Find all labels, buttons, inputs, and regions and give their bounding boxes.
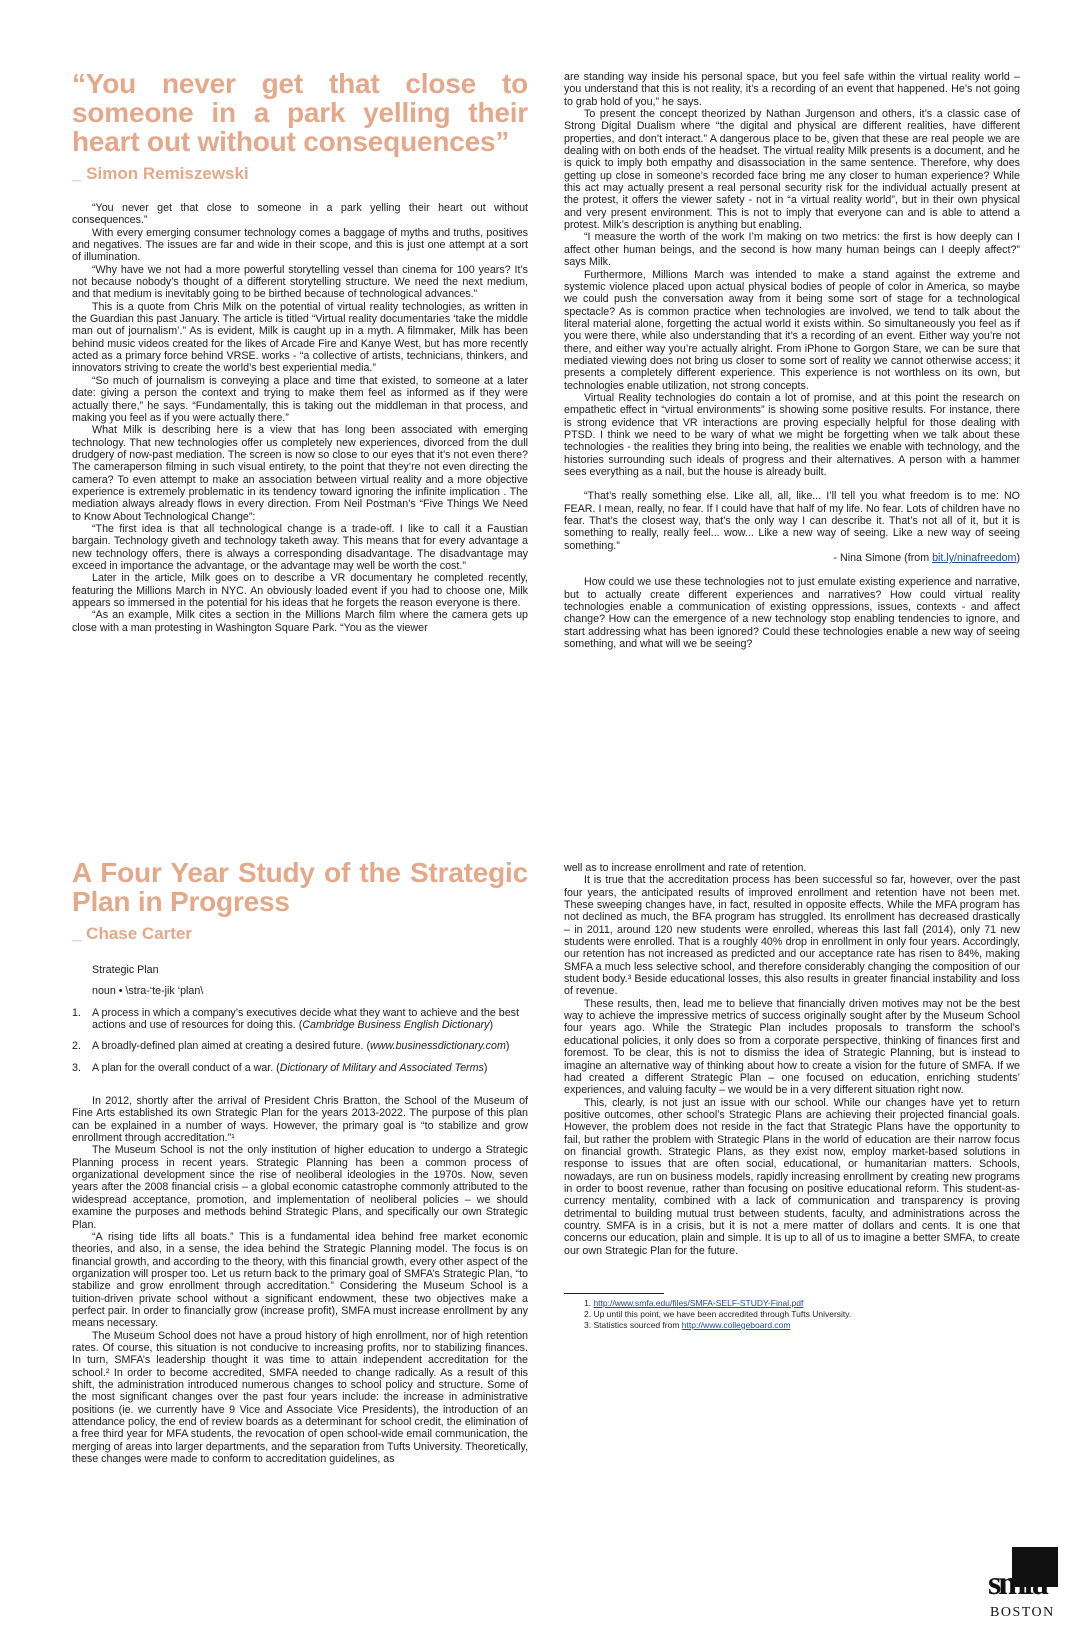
pronunciation: noun • \stra-‘te-jik ‘plan\	[92, 985, 204, 998]
definition-source: Cambridge Business English Dictionary	[302, 1019, 490, 1032]
definition-item	[72, 1040, 528, 1052]
article1-right-column	[564, 71, 1020, 650]
definition-text: A process in which a company’s executives decide what they want to achieve and the best actions and use of resources for doing this. (	[92, 1006, 519, 1032]
logo-wordmark: smfa	[988, 1565, 1046, 1602]
definition-source: Dictionary of Military and Associated Terms	[279, 1061, 484, 1074]
paragraph: well as to increase enrollment and rate of retention.	[564, 862, 807, 874]
paragraph: Virtual Reality technologies do contain a lot of promise, and at this point the research on empathetic effect in “virtual environments” is showing some positive results. For instance, there is strong evidence that VR interactions are proving especially helpful for those dealing with PTSD. I think we need to be wary of what we might be forgetting when we talk about these technologies - the realities they bring into being, the realities we enable with technology, and the histories surrounding such ideals of progress and their alternatives. A person with a hammer sees everything as a nail, but the house is already built.	[564, 391, 1020, 478]
paragraph: In 2012, shortly after the arrival of President Chris Bratton, the School of the Museum of Fine Arts established its own Strategic Plan for the years 2013-2022. The purpose of this plan can be explained in a number of ways. However, the primary goal is “to stabilize and grow enrollment through accreditation.”¹	[72, 1095, 528, 1145]
paragraph: “As an example, Milk cites a section in the Millions March film where the camera gets up close with a man protesting in Washington Square Park. “You as the viewer	[72, 609, 528, 634]
definition-text: A broadly-defined plan aimed at creating a desired future. (	[92, 1040, 371, 1053]
smfa-logo	[988, 1547, 1058, 1619]
definition-source: www.businessdictionary.com	[370, 1040, 506, 1053]
footnote-link[interactable]: http://www.smfa.edu/files/SMFA-SELF-STUDY-Final.pdf	[593, 1298, 804, 1308]
paragraph: “So much of journalism is conveying a place and time that existed, to someone at a later date: giving a person the context and trying to make them feel as informed as if they were actually there,” he says. “Fundamentally, this is taking out the middleman in that process, and making you feel as if you were actually there.”	[72, 374, 528, 424]
logo-city: BOSTON	[990, 1605, 1055, 1620]
definition-term: Strategic Plan	[92, 964, 159, 976]
simone-link[interactable]: bit.ly/ninafreedom	[932, 552, 1017, 565]
paragraph: This is a quote from Chris Milk on the potential of virtual reality technologies, as written in the Guardian this past January. The article is titled “Virtual reality documentaries ‘take the middle man out of journalism’.” As is evident, Milk is caught up in a myth. A filmmaker, Milk has been behind music videos created for the likes of Arcade Fire and Kanye West, but has more recently acted as a primary force behind VRSE. works - “a collective of artists, technicians, thinkers, and innovators striving to create the world’s best experiential media.”	[72, 300, 528, 375]
paragraph: “I measure the worth of the work I’m making on two metrics: the first is how deeply can I affect other human beings, and the second is how many human beings can I deeply affect?” says Milk.	[564, 231, 1020, 269]
footnote-number: 3.	[584, 1320, 594, 1330]
footnote	[564, 1298, 1020, 1309]
closing-paragraph: How could we use these technologies not to just emulate existing experience and narrative, but to actually create different experiences and narratives? How could virtual reality technologies enable a communication of existing oppressions, issues, contexts - and affect change? How can the emergence of a new technology stop enabling tendencies to ignore, and start addressing what has been ignored? Could these technologies enable a new way of seeing something, and what will we be seeing?	[564, 576, 1020, 651]
article1-left-column	[72, 69, 528, 634]
footnote-text: Statistics sourced from	[593, 1320, 682, 1330]
definition-number: 1.	[72, 1006, 81, 1019]
paragraph: With every emerging consumer technology comes a baggage of myths and truths, positives and negatives. The issues are far and wide in their scope, and this is just one attempt at a sort of illumination.	[72, 226, 528, 264]
article2-author: _ Chase Carter	[72, 924, 193, 943]
definition-item	[72, 1007, 528, 1032]
footnote	[564, 1320, 1020, 1331]
article2-title: A Four Year Study of the Strategic Plan in Progress	[72, 857, 528, 917]
paragraph: Later in the article, Milk goes on to describe a VR documentary he completed recently, featuring the Millions March in NYC. An obviously loaded event if you had to choose one, Milk appears so immersed in the potential for his ideas that he forgets the reason everyone is there.	[72, 572, 528, 609]
attribution-prefix: - Nina Simone (from	[833, 552, 933, 565]
definition-number: 3.	[72, 1061, 81, 1074]
footnote	[564, 1309, 1020, 1320]
footnote-link[interactable]: http://www.collegeboard.com	[681, 1320, 791, 1330]
footnote-text: Up until this point, we have been accredited through Tufts University.	[593, 1309, 852, 1319]
article1-author: _ Simon Remiszewski	[72, 164, 249, 183]
paragraph: Furthermore, Millions March was intended to make a stand against the extreme and systemic violence placed upon actual physical bodies of people of color in America, so maybe we could push the conversation away from it being some sort of stage for a technological spectacle? As is common practice when technologies are involved, we tend to talk about the literal material alone, forgetting the actual world it exists within. So simultaneously you feel as if you were there, while also understanding that it’s a recording of an event. Either way you’re not there, and either way you’re actually alright. From iPhone to Gorgon Stare, we can be sure that mediated viewing does not bring us closer to some sort of reality we cannot otherwise access; it presents a completely different experience. This experience is not worthless on its own, but technologies enable utilization, not strong concepts.	[564, 268, 1020, 392]
attribution-suffix: )	[1016, 552, 1020, 565]
footnote-number: 1.	[584, 1298, 594, 1308]
definition-end: )	[483, 1061, 488, 1074]
article2-left-column	[72, 858, 528, 1465]
definition-end: )	[489, 1019, 493, 1032]
simone-quote: “That’s really something else. Like all, all, like... I’ll tell you what freedom is to me: NO FEAR. I mean, really, no fear. If I could have that half of my life. No fear. Lots of children have no fear. That’s the closest way, that’s the only way I can describe it. That’s not all of it, but it is something to really, really feel... wow... Like a new way of seeing. Like a new way of seeing something.”	[564, 490, 1020, 552]
footnote-divider	[564, 1293, 664, 1294]
article1-title: “You never get that close to someone in a park yelling their heart out without consequences”	[72, 68, 528, 157]
definition-number: 2.	[72, 1040, 81, 1053]
paragraph: It is true that the accreditation process has been successful so far, however, over the past four years, the anticipated results of improved enrollment and retention have not been met. These sweeping changes have, in fact, resulted in opposite effects. While the MFA program has not declined as much, the BFA program has struggled. Its enrollment has decreased drastically – in 2011, around 120 new students were enrolled, whereas this last fall (2014), only 71 new students were enrolled. That is a roughly 40% drop in enrollment in only four years. Accordingly, our retention has not increased as predicted and our acceptance rate has risen to 84%, making SMFA a much less selective school, and therefore considerably changing the composition of our student body.³ Beside educational losses, this also results in greater financial instability and loss of revenue.	[564, 874, 1020, 998]
paragraph: “Why have we not had a more powerful storytelling vessel than cinema for 100 years? It’s not because nobody’s thought of a different storytelling structure. We need the next medium, and that medium is inevitably going to be birthed because of technological advances.”	[72, 263, 528, 301]
simone-attribution	[564, 552, 1020, 564]
paragraph: This, clearly, is not just an issue with our school. While our changes have yet to return positive outcomes, other school’s Strategic Plans are achieving their projected financial goals. However, the problem does not reside in the fact that Strategic Plans have the opportunity to fail, but rather the problem with Strategic Plans in the world of education are their narrow focus on financial growth. Strategic Plans, as they exist now, employ market-based solutions in response to issues that are often social, educational, or humanitarian matters. Schools, nowadays, are run on business models, rapidly increasing enrollment by creating new programs in order to boost revenue, rather than focusing on positive educational reform. This student-as-currency mentality, combined with a lack of communication and transparency is proving detrimental to building mutual trust between students, faculty, and administrations across the country. SMFA is in a crisis, but it is not a mere matter of dollars and cents. It is one that concerns our education, plain and simple. It is up to all of us to imagine a better SMFA, to create our own Strategic Plan for the future.	[564, 1096, 1020, 1257]
definition-item	[72, 1062, 528, 1074]
article2-right-column	[564, 862, 1020, 1331]
paragraph: are standing way inside his personal space, but you feel safe within the virtual reality world – you understand that this is not reality, it’s a recording of an event that happened. He’s not going to grab hold of you,” he says.	[564, 71, 1020, 108]
definition-end: )	[505, 1040, 510, 1053]
paragraph: “You never get that close to someone in a park yelling their heart out without consequences.”	[72, 202, 528, 227]
paragraph: These results, then, lead me to believe that financially driven motives may not be the best way to achieve the impressive metrics of success originally sought after by the Museum School four years ago. While the Strategic Plan includes proposals to transform the school’s educational policies, it only does so from a corporate perspective, thinking of finances first and foremost. To be clear, this is not to dismiss the idea of Strategic Planning, but is instead to imagine an alternative way of thinking about how to create a vision for the future of SMFA. If we had created a different Strategic Plan – one focused on education, enriching students’ experiences, and valuing faculty – we would be in a very different situation right now.	[564, 997, 1020, 1097]
definition-text: A plan for the overall conduct of a war. (	[92, 1061, 280, 1074]
paragraph: To present the concept theorized by Nathan Jurgenson and others, it’s a classic case of Strong Digital Dualism where “the digital and physical are different realities, have different properties, and don’t interact.” A dangerous place to be, given that these are real people we are dealing with on both ends of the headset. The virtual reality Milk presents is a document, and he is quick to imply both empathy and disassociation in the same sentence. Therefore, why does getting up close in someone’s recorded face bring me any closer to human experience? While this act may actually present a real personal security risk for the individual actually present at the protest, it offers the viewer safety - not in “a virtual reality world”, but in their own physical and very present environment. This is not to imply that everyone can and is able to attend a protest. Milk’s description is anything but enabling.	[564, 108, 1020, 232]
paragraph: What Milk is describing here is a view that has long been associated with emerging technology. That new technologies offer us completely new experiences, divorced from the dull drudgery of now-past mediation. The screen is now so close to our eyes that it’s not even there? The cameraperson filming in such visual entirety, to the point that they’re not even directing the camera? To even attempt to make an association between virtual reality and a more objective experience is extremely problematic in its tendency toward ignoring the infinite implication . The mediation always already flows in every direction. From Neil Postman’s “Five Things We Need to Know About Technological Change”:	[72, 424, 528, 523]
paragraph: The Museum School does not have a proud history of high enrollment, nor of high retention rates. Of course, this situation is not conducive to increasing profits, nor to stabilizing finances. In turn, SMFA’s leadership thought it was time to attain independent accreditation for the school.² In order to become accredited, SMFA needed to change radically. As a result of this shift, the administration introduced numerous changes to school policy and structure. Some of the most significant changes over the past four years include: the increase in administrative positions (ie. we currently have 9 Vice and Associate Vice Presidents), the introduction of an attendance policy, the end of review boards as a determinant for school credit, the elimination of a free third year for MFA students, the revocation of open school-wide email communication, the merging of areas into larger departments, and the separation from Tufts University. Theoretically, these changes were made to conform to accreditation guidelines, as	[72, 1329, 528, 1466]
article1-left-body	[72, 202, 528, 634]
paragraph: “A rising tide lifts all boats.” This is a fundamental idea behind free market economic theories, and also, in a sense, the idea behind the Strategic Planning model. The focus is on financial growth, and according to the theory, with this financial growth, every other aspect of the organization will prosper too. Let us return back to the primary goal of SMFA’s Strategic Plan, “to stabilize and grow enrollment through accreditation.” Considering the Museum School is a tuition-driven private school without a significant endowment, these two objectives make a perfect pair. In order to financially grow (increase profit), SMFA must increase enrollment by any means necessary.	[72, 1230, 528, 1330]
paragraph: “The first idea is that all technological change is a trade-off. I like to call it a Faustian bargain. Technology giveth and technology taketh away. This means that for every advantage a new technology offers, there is always a corresponding disadvantage. The disadvantage may exceed in importance the advantage, or the advantage may well be worth the cost.”	[72, 522, 528, 572]
footnote-number: 2.	[584, 1309, 594, 1319]
paragraph: The Museum School is not the only institution of higher education to undergo a Strategic Planning process in recent years. Strategic Planning has been a common process of organizational development since the rise of neoliberal ideologies in the 1970s. Now, seven years after the 2008 financial crisis – a global economic catastrophe commonly attributed to the widespread acceptance, promotion, and implementation of neoliberal policies – we should examine the purposes and methods behind Strategic Plans, and specifically our own Strategic Plan.	[72, 1144, 528, 1231]
